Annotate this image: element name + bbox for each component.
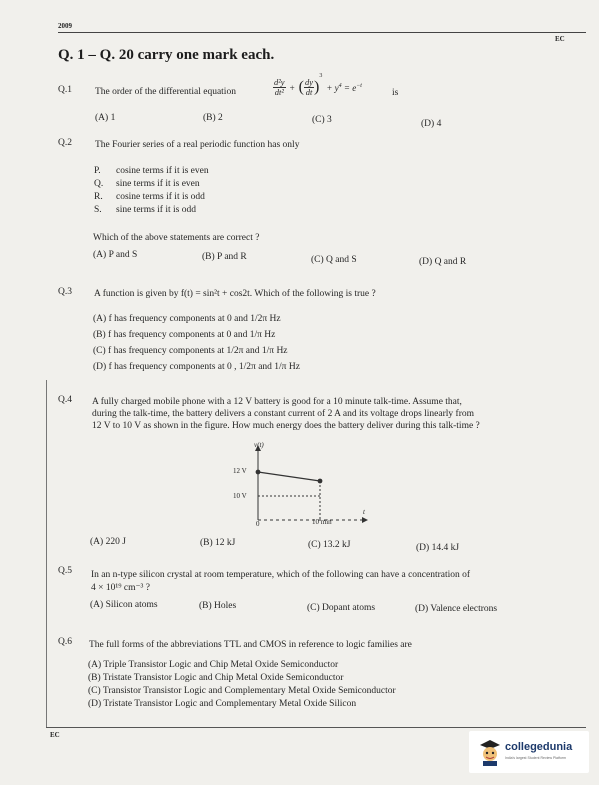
- q2-option-b: (B) P and R: [202, 252, 247, 262]
- q5-number: Q.5: [58, 566, 72, 576]
- paper-code: EC: [555, 35, 565, 43]
- q3-option-c: (C) f has frequency components at 1/2π and 1/π Hz: [93, 346, 288, 356]
- q4-line-1: A fully charged mobile phone with a 12 V battery is good for a 10 minute talk-time. Assume that,: [92, 397, 462, 407]
- q4-option-a: (A) 220 J: [90, 537, 126, 547]
- q4-tick-0: 0: [256, 520, 260, 528]
- q4-option-c: (C) 13.2 kJ: [308, 540, 351, 550]
- q1-option-b: (B) 2: [203, 113, 223, 123]
- q3-number: Q.3: [58, 287, 72, 297]
- q2-statement-r-label: R.: [94, 192, 103, 202]
- q2-statement-s-label: S.: [94, 205, 102, 215]
- q1-option-c: (C) 3: [312, 115, 332, 125]
- header-rule: [58, 32, 586, 33]
- year-label: 2009: [58, 22, 72, 30]
- q2-option-c: (C) Q and S: [311, 255, 357, 265]
- margin-rule: [46, 380, 47, 728]
- mascot-icon: [476, 737, 504, 767]
- q2-option-d: (D) Q and R: [419, 257, 467, 267]
- q1-number: Q.1: [58, 85, 72, 95]
- voltage-line: [258, 472, 320, 481]
- q2-statement-p: cosine terms if it is even: [116, 166, 209, 176]
- footer-code: EC: [50, 731, 60, 739]
- q1-equation: $\frac{\text{d²y}}{\text{dt²}}$ + ( $\frac{dy}{dt}$ )$^3 + y^4 = e^{-t}$: [274, 72, 362, 97]
- q6-option-a: (A) Triple Transistor Logic and Chip Metal Oxide Semiconductor: [88, 660, 339, 670]
- x-axis-arrow: [362, 517, 368, 523]
- q4-y-axis-label: v(t): [254, 441, 264, 449]
- start-point: [256, 470, 261, 475]
- q6-option-d: (D) Tristate Transistor Logic and Complementary Metal Oxide Silicon: [88, 699, 357, 709]
- q5-line-2: 4 × 10¹⁹ cm⁻³ ?: [91, 583, 150, 593]
- section-title: Q. 1 – Q. 20 carry one mark each.: [58, 47, 275, 63]
- q2-statement-s: sine terms if it is odd: [116, 205, 196, 215]
- q4-voltage-graph: [220, 440, 380, 530]
- q4-line-2: during the talk-time, the battery delivers a constant current of 2 A and its voltage drops linearly from: [92, 409, 475, 419]
- footer-rule: [46, 727, 586, 728]
- q2-statement-q-label: Q.: [94, 179, 104, 189]
- q3-option-b: (B) f has frequency components at 0 and 1/π Hz: [93, 330, 276, 340]
- q6-text: The full forms of the abbreviations TTL and CMOS in reference to logic families are: [89, 640, 412, 650]
- q4-x-axis-label: t: [363, 508, 365, 516]
- q2-statement-r: cosine terms if it is odd: [116, 192, 205, 202]
- q4-tick-10min: 10 min: [312, 518, 332, 526]
- q2-number: Q.2: [58, 138, 72, 148]
- collegedunia-tagline: India's largest Student Review Platform: [505, 756, 566, 760]
- q3-option-a: (A) f has frequency components at 0 and 1/2π Hz: [93, 314, 281, 324]
- q1-suffix: is: [392, 88, 399, 98]
- q2-text: The Fourier series of a real periodic function has only: [95, 140, 300, 150]
- q6-number: Q.6: [58, 637, 72, 647]
- q4-tick-10v: 10 V: [233, 492, 247, 500]
- q4-tick-12v: 12 V: [233, 467, 247, 475]
- q4-line-3: 12 V to 10 V as shown in the figure. How much energy does the battery deliver during this talk-time ?: [92, 421, 480, 431]
- q3-option-d: (D) f has frequency components at 0 , 1/2π and 1/π Hz: [93, 362, 300, 372]
- q1-text: The order of the differential equation: [95, 87, 236, 97]
- q5-option-d: (D) Valence electrons: [415, 604, 498, 614]
- q2-statement-q: sine terms if it is even: [116, 179, 200, 189]
- q4-option-d: (D) 14.4 kJ: [416, 543, 460, 553]
- q6-option-b: (B) Tristate Transistor Logic and Chip Metal Oxide Semiconductor: [88, 673, 344, 683]
- q2-prompt: Which of the above statements are correct ?: [93, 233, 260, 243]
- q5-line-1: In an n-type silicon crystal at room temperature, which of the following can have a concentration of: [91, 570, 471, 580]
- q1-option-a: (A) 1: [95, 113, 116, 123]
- q1-option-d: (D) 4: [421, 119, 442, 129]
- q2-option-a: (A) P and S: [93, 250, 138, 260]
- collegedunia-logo-text: collegedunia: [505, 741, 573, 753]
- q3-text: A function is given by f(t) = sin²t + cos2t. Which of the following is true ?: [94, 289, 376, 299]
- q6-option-c: (C) Transistor Transistor Logic and Complementary Metal Oxide Semiconductor: [88, 686, 396, 696]
- q4-option-b: (B) 12 kJ: [200, 538, 236, 548]
- q5-option-a: (A) Silicon atoms: [90, 600, 158, 610]
- q4-number: Q.4: [58, 395, 72, 405]
- q5-option-b: (B) Holes: [199, 601, 237, 611]
- q2-statement-p-label: P.: [94, 166, 101, 176]
- q5-option-c: (C) Dopant atoms: [307, 603, 376, 613]
